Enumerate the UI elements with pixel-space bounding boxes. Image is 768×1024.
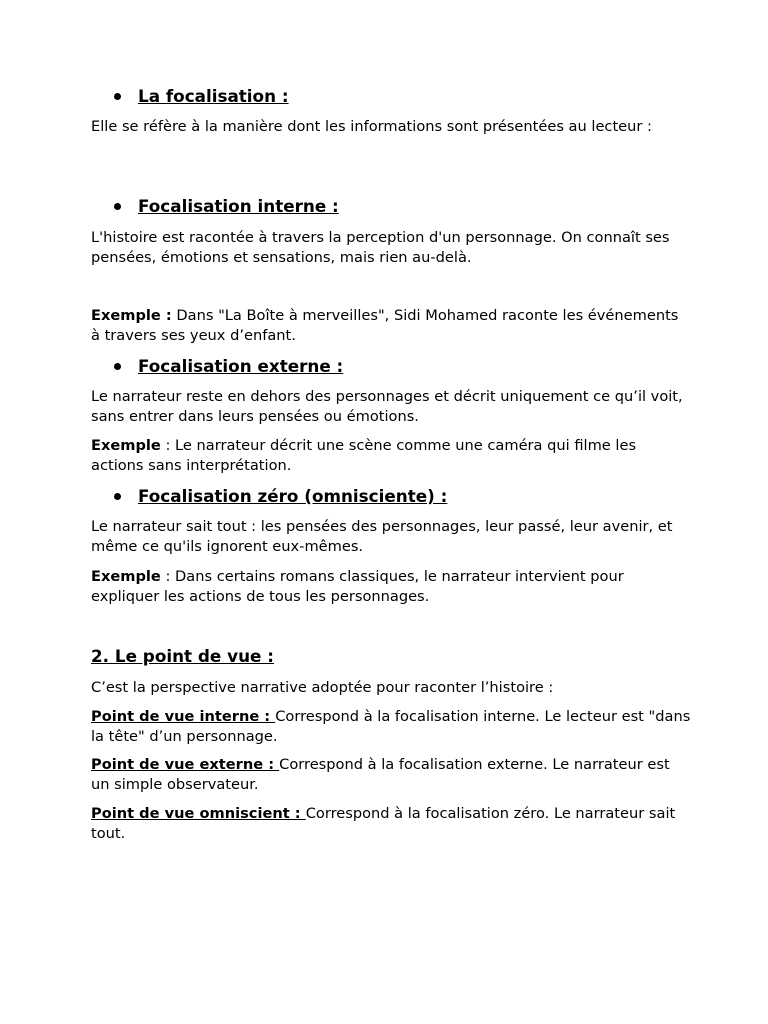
point-de-vue-label: Point de vue omniscient : bbox=[91, 805, 306, 822]
heading-focalisation-interne: Focalisation interne : bbox=[138, 196, 339, 216]
bullet-icon bbox=[114, 93, 121, 100]
point-de-vue-label: Point de vue interne : bbox=[91, 708, 276, 725]
point-de-vue-omniscient bbox=[91, 804, 691, 843]
heading-focalisation-zero: Focalisation zéro (omnisciente) : bbox=[138, 486, 448, 506]
example-label: Exemple bbox=[91, 437, 161, 454]
point-de-vue-text: Correspond à la focalisation interne. Le lecteur est "dans la tête" d’un personnage. bbox=[91, 708, 691, 745]
point-de-vue-externe bbox=[91, 755, 691, 794]
example-focalisation-zero bbox=[91, 567, 691, 606]
example-label: Exemple bbox=[91, 568, 161, 585]
example-text: Dans "La Boîte à merveilles", Sidi Mohamed raconte les événements à travers ses yeux d’enfant. bbox=[91, 307, 679, 344]
heading-focalisation-externe: Focalisation externe : bbox=[138, 356, 344, 376]
point-de-vue-text: Correspond à la focalisation externe. Le narrateur est un simple observateur. bbox=[91, 756, 670, 793]
paragraph-focalisation: Elle se réfère à la manière dont les informations sont présentées au lecteur : bbox=[91, 118, 652, 135]
point-de-vue-label: Point de vue externe : bbox=[91, 756, 280, 773]
heading-focalisation: La focalisation : bbox=[138, 86, 289, 106]
point-de-vue-text: Correspond à la focalisation zéro. Le narrateur sait tout. bbox=[91, 805, 676, 842]
paragraph-focalisation-externe: Le narrateur reste en dehors des personnages et décrit uniquement ce qu’il voit, sans entrer dans leurs pensées ou émotions. bbox=[91, 388, 683, 425]
point-de-vue-interne bbox=[91, 707, 691, 746]
paragraph-focalisation-interne: L'histoire est racontée à travers la perception d'un personnage. On connaît ses pensées, émotions et sensations, mais rien au-delà. bbox=[91, 229, 670, 266]
paragraph-focalisation-zero: Le narrateur sait tout : les pensées des personnages, leur passé, leur avenir, et même ce qu'ils ignorent eux-mêmes. bbox=[91, 518, 673, 555]
heading-point-de-vue: 2. Le point de vue : bbox=[91, 646, 274, 666]
paragraph-point-de-vue-intro: C’est la perspective narrative adoptée pour raconter l’histoire : bbox=[91, 679, 554, 696]
bullet-icon bbox=[114, 493, 121, 500]
example-focalisation-interne bbox=[91, 306, 691, 345]
example-text: : Le narrateur décrit une scène comme une caméra qui filme les actions sans interprétation. bbox=[91, 437, 637, 474]
example-label: Exemple : bbox=[91, 307, 172, 324]
bullet-icon bbox=[114, 363, 121, 370]
bullet-icon bbox=[114, 203, 121, 210]
example-focalisation-externe bbox=[91, 436, 691, 475]
example-text: : Dans certains romans classiques, le narrateur intervient pour expliquer les actions de tous les personnages. bbox=[91, 568, 624, 605]
